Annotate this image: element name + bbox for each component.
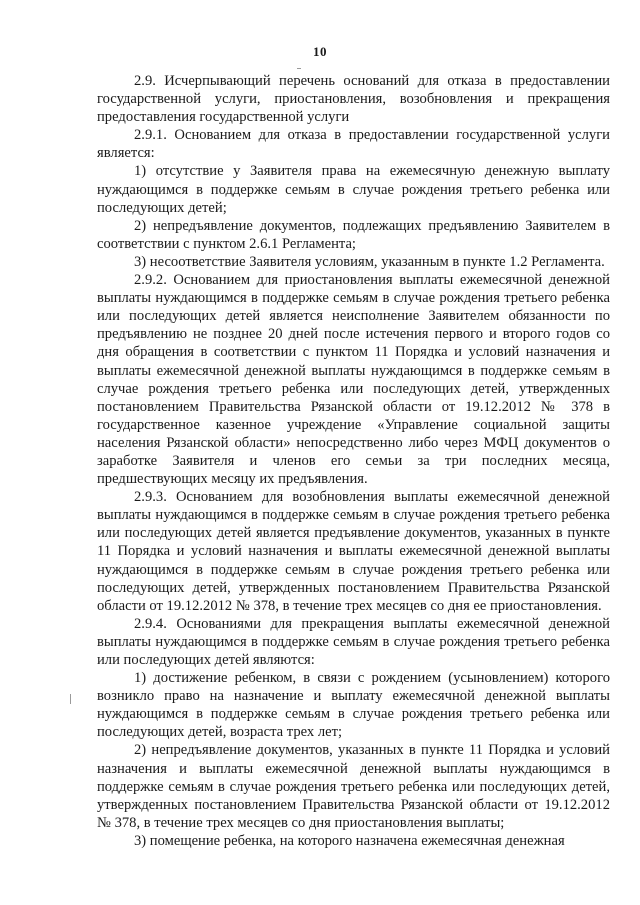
paragraph-2-9-4: 2.9.4. Основаниями для прекращения выплаты ежемесячной денежной выплаты нуждающимся в поддержке семьям в случае рождения третьего ребенка или последующих детей являются: [97, 615, 610, 668]
list-item-refusal-1: 1) отсутствие у Заявителя права на ежемесячную денежную выплату нуждающимся в поддержке семьям в случае рождения третьего ребенка или последующих детей; [97, 163, 610, 216]
paragraph-2-9-3: 2.9.3. Основанием для возобновления выплаты ежемесячной денежной выплаты нуждающимся в поддержке семьям в случае рождения третьего ребенка или последующих детей является предъявление документов, указанных в пункте 11 Порядка и условий назначения и выплаты ежемесячной денежной выплаты нуждающимся в поддержке семьям в случае рождения третьего ребенка или последующих детей, утвержденных постановлением Правительства Рязанской области от 19.12.2012 № 378, в течение трех месяцев со дня ее приостановления. [97, 489, 610, 614]
list-item-refusal-3: 3) несоответствие Заявителя условиям, указанным в пункте 1.2 Регламента. [134, 253, 605, 270]
paragraph-2-9-2: 2.9.2. Основанием для приостановления выплаты ежемесячной денежной выплаты нуждающимся в поддержке семьям в случае рождения третьего ребенка или последующих детей является неисполнение Заявителем обязанности по предъявлению не позднее 20 дней после истечения первого и второго годов со дня обращения в соответствии с пунктом 11 Порядка и условий назначения и выплаты ежемесячной денежной выплаты нуждающимся в поддержке семьям в случае рождения третьего ребенка или последующих детей, утвержденных постановлением Правительства Рязанской области от 19.12.2012 № 378 в государственное казенное учреждение «Управление социальной защиты населения Рязанской области» непосредственно либо через МФЦ документов о заработке Заявителя и членов его семьи за три последних месяца, предшествующих месяцу их предъявления. [97, 272, 610, 488]
page-number: 10 [313, 44, 327, 59]
list-item-termination-3: 3) помещение ребенка, на которого назначена ежемесячная денежная [134, 832, 565, 849]
section-heading-2-9: 2.9. Исчерпывающий перечень оснований для отказа в предоставлении государственной услуги, приостановления, возобновления и прекращения предоставления государственной услуги [97, 73, 610, 126]
paragraph-2-9-1: 2.9.1. Основанием для отказа в предоставлении государственной услуги является: [97, 127, 610, 162]
scan-mark [70, 694, 71, 704]
list-item-refusal-2: 2) непредъявление документов, подлежащих предъявлению Заявителем в соответствии с пунктом 2.6.1 Регламента; [97, 217, 610, 252]
scan-mark [297, 68, 301, 69]
document-body [97, 72, 610, 850]
list-item-termination-1: 1) достижение ребенком, в связи с рождением (усыновлением) которого возникло право на назначение и выплату ежемесячной денежной выплаты нуждающимся в поддержке семьям в случае рождения третьего ребенка или последующих детей, возраста трех лет; [97, 670, 610, 741]
list-item-termination-2: 2) непредъявление документов, указанных в пункте 11 Порядка и условий назначения и выплаты ежемесячной денежной выплаты нуждающимся в поддержке семьям в случае рождения третьего ребенка или последующих детей, утвержденных постановлением Правительства Рязанской области от 19.12.2012 № 378, в течение трех месяцев со дня приостановления выплаты; [97, 742, 610, 831]
